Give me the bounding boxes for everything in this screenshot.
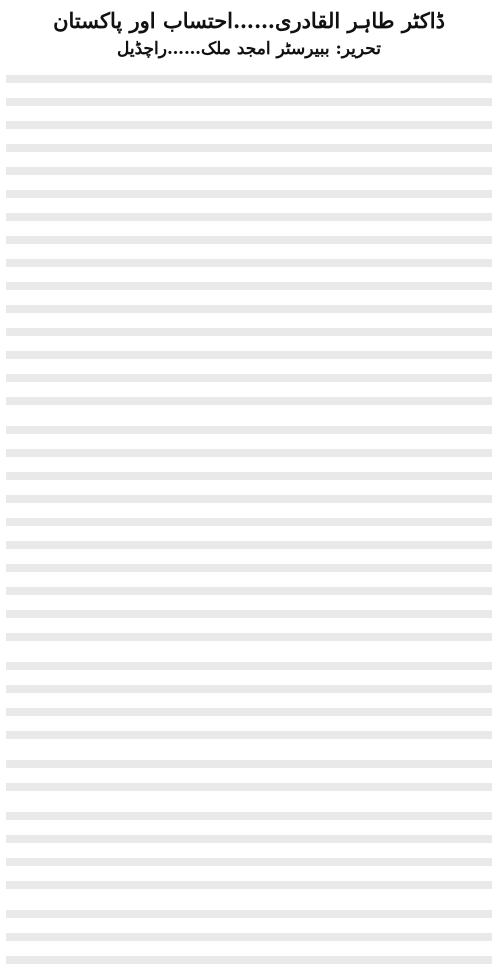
article-paragraph-6 <box>6 901 492 970</box>
article-paragraph-3 <box>6 653 492 745</box>
article-paragraph-1 <box>6 66 492 411</box>
article-paragraph-5 <box>6 803 492 895</box>
article-paragraph-2 <box>6 417 492 647</box>
article-headline: ڈاکٹر طاہر القادری……احتساب اور پاکستان <box>53 8 445 33</box>
article-byline: تحریر: ببیرسٹر امجد ملک……راچڈیل <box>117 39 381 59</box>
article-paragraph-4 <box>6 751 492 797</box>
